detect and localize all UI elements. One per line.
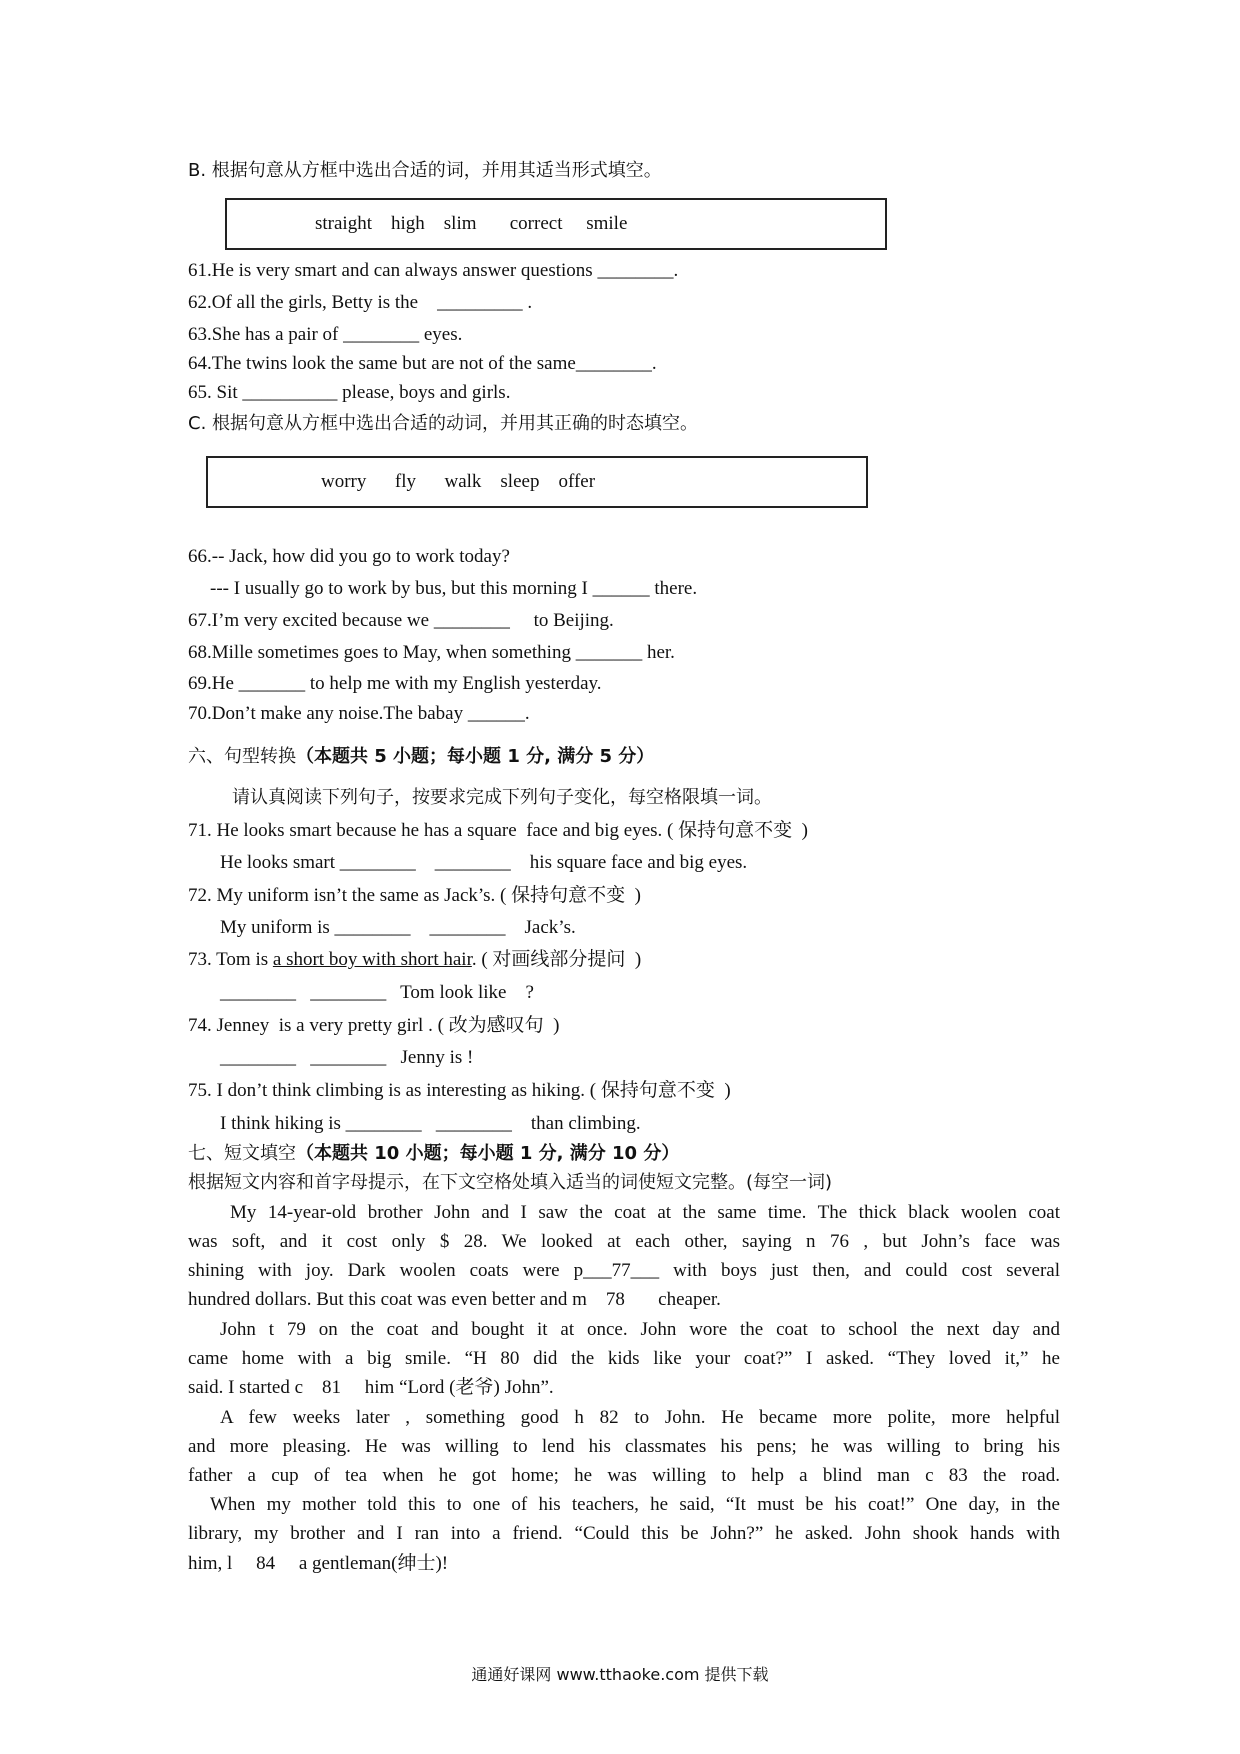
section-c-instruction: C. 根据句意从方框中选出合适的动词，并用其正确的时态填空。 — [188, 413, 699, 434]
section-b-instruction: B. 根据句意从方框中选出合适的词，并用其适当形式填空。 — [188, 160, 662, 181]
question-73-underlined-part: a short boy with short hair — [272, 949, 472, 970]
passage-line-11: When my mother told this to one of his teachers, he said, “It must be his coat!” One day, in the — [210, 1494, 1060, 1515]
passage-line-7: said. I started c 81 him “Lord (老爷) John”. — [188, 1377, 554, 1398]
question-74-answer-line: ________ ________ Jenny is ! — [220, 1047, 474, 1068]
question-63: 63.She has a pair of ________ eyes. — [188, 324, 463, 345]
question-74: 74. Jenney is a very pretty girl . ( 改为感叹句 ) — [188, 1015, 560, 1036]
question-72: 72. My uniform isn’t the same as Jack’s. ( 保持句意不变 ) — [188, 885, 641, 906]
question-69: 69.He _______ to help me with my English yesterday. — [188, 673, 602, 694]
question-73-prefix: 73. Tom is — [188, 949, 273, 970]
passage-line-6: came home with a big smile. “H 80 did the kids like your coat?” I asked. “They loved it,” he — [188, 1348, 1060, 1369]
question-75: 75. I don’t think climbing is as interesting as hiking. ( 保持句意不变 ) — [188, 1080, 731, 1101]
question-66: 66.-- Jack, how did you go to work today? — [188, 546, 510, 567]
question-73-suffix: . ( 对画线部分提问 ) — [471, 949, 642, 970]
question-73 — [188, 948, 641, 972]
question-65: 65. Sit __________ please, boys and girls. — [188, 382, 511, 403]
passage-line-1: My 14-year-old brother John and I saw the coat at the same time. The thick black woolen coat — [230, 1202, 1060, 1223]
section-7-instruction: 根据短文内容和首字母提示，在下文空格处填入适当的词使短文完整。(每空一词) — [188, 1172, 833, 1193]
passage-line-3: shining with joy. Dark woolen coats were p___77___ with boys just then, and could cost several — [188, 1260, 1060, 1281]
passage-line-2: was soft, and it cost only $ 28. We looked at each other, saying n 76 , but John’s face was — [188, 1231, 1060, 1252]
passage-line-4: hundred dollars. But this coat was even better and m 78 cheaper. — [188, 1289, 721, 1310]
section-6-title: 六、句型转换 — [188, 746, 296, 767]
section-6-score-note: （本题共 5 小题；每小题 1 分, 满分 5 分） — [296, 746, 655, 767]
question-67: 67.I’m very excited because we ________ to Beijing. — [188, 610, 614, 631]
passage-line-8: A few weeks later , something good h 82 to John. He became more polite, more helpful — [220, 1407, 1060, 1428]
section-b-word-box — [225, 198, 887, 250]
passage-line-13: him, l 84 a gentleman(绅士)! — [188, 1553, 449, 1574]
section-7-score-note: （本题共 10 小题；每小题 1 分, 满分 10 分） — [296, 1143, 680, 1164]
question-70: 70.Don’t make any noise.The babay ______. — [188, 703, 530, 724]
section-b-word-list: straight high slim correct smile — [315, 213, 628, 234]
question-62: 62.Of all the girls, Betty is the _________ . — [188, 292, 533, 313]
section-6-instruction: 请认真阅读下列句子，按要求完成下列句子变化，每空格限填一词。 — [232, 787, 772, 808]
question-66-answer-line: --- I usually go to work by bus, but this morning I ______ there. — [210, 578, 698, 599]
passage-line-9: and more pleasing. He was willing to lend his classmates his pens; he was willing to bring his — [188, 1436, 1060, 1457]
section-c-word-list: worry fly walk sleep offer — [321, 471, 596, 492]
question-73-answer-line: ________ ________ Tom look like ? — [220, 982, 534, 1003]
question-61: 61.He is very smart and can always answer questions ________. — [188, 260, 679, 281]
question-75-answer-line: I think hiking is ________ ________ than climbing. — [220, 1113, 641, 1134]
question-68: 68.Mille sometimes goes to May, when something _______ her. — [188, 642, 675, 663]
question-64: 64.The twins look the same but are not of the same________. — [188, 353, 657, 374]
passage-line-12: library, my brother and I ran into a friend. “Could this be John?” he asked. John shook hands with — [188, 1523, 1060, 1544]
question-72-answer-line: My uniform is ________ ________ Jack’s. — [220, 917, 576, 938]
question-71-answer-line: He looks smart ________ ________ his square face and big eyes. — [220, 852, 748, 873]
section-c-word-box — [206, 456, 868, 508]
passage-line-10: father a cup of tea when he got home; he was willing to help a blind man c 83 the road. — [188, 1465, 1060, 1486]
section-6-heading — [188, 745, 654, 769]
question-71: 71. He looks smart because he has a square face and big eyes. ( 保持句意不变 ) — [188, 820, 808, 841]
page-footer: 通通好课网 www.tthaoke.com 提供下载 — [471, 1665, 769, 1684]
passage-line-5: John t 79 on the coat and bought it at once. John wore the coat to school the next day and — [220, 1319, 1060, 1340]
section-7-heading — [188, 1142, 679, 1166]
section-7-title: 七、短文填空 — [188, 1143, 296, 1164]
